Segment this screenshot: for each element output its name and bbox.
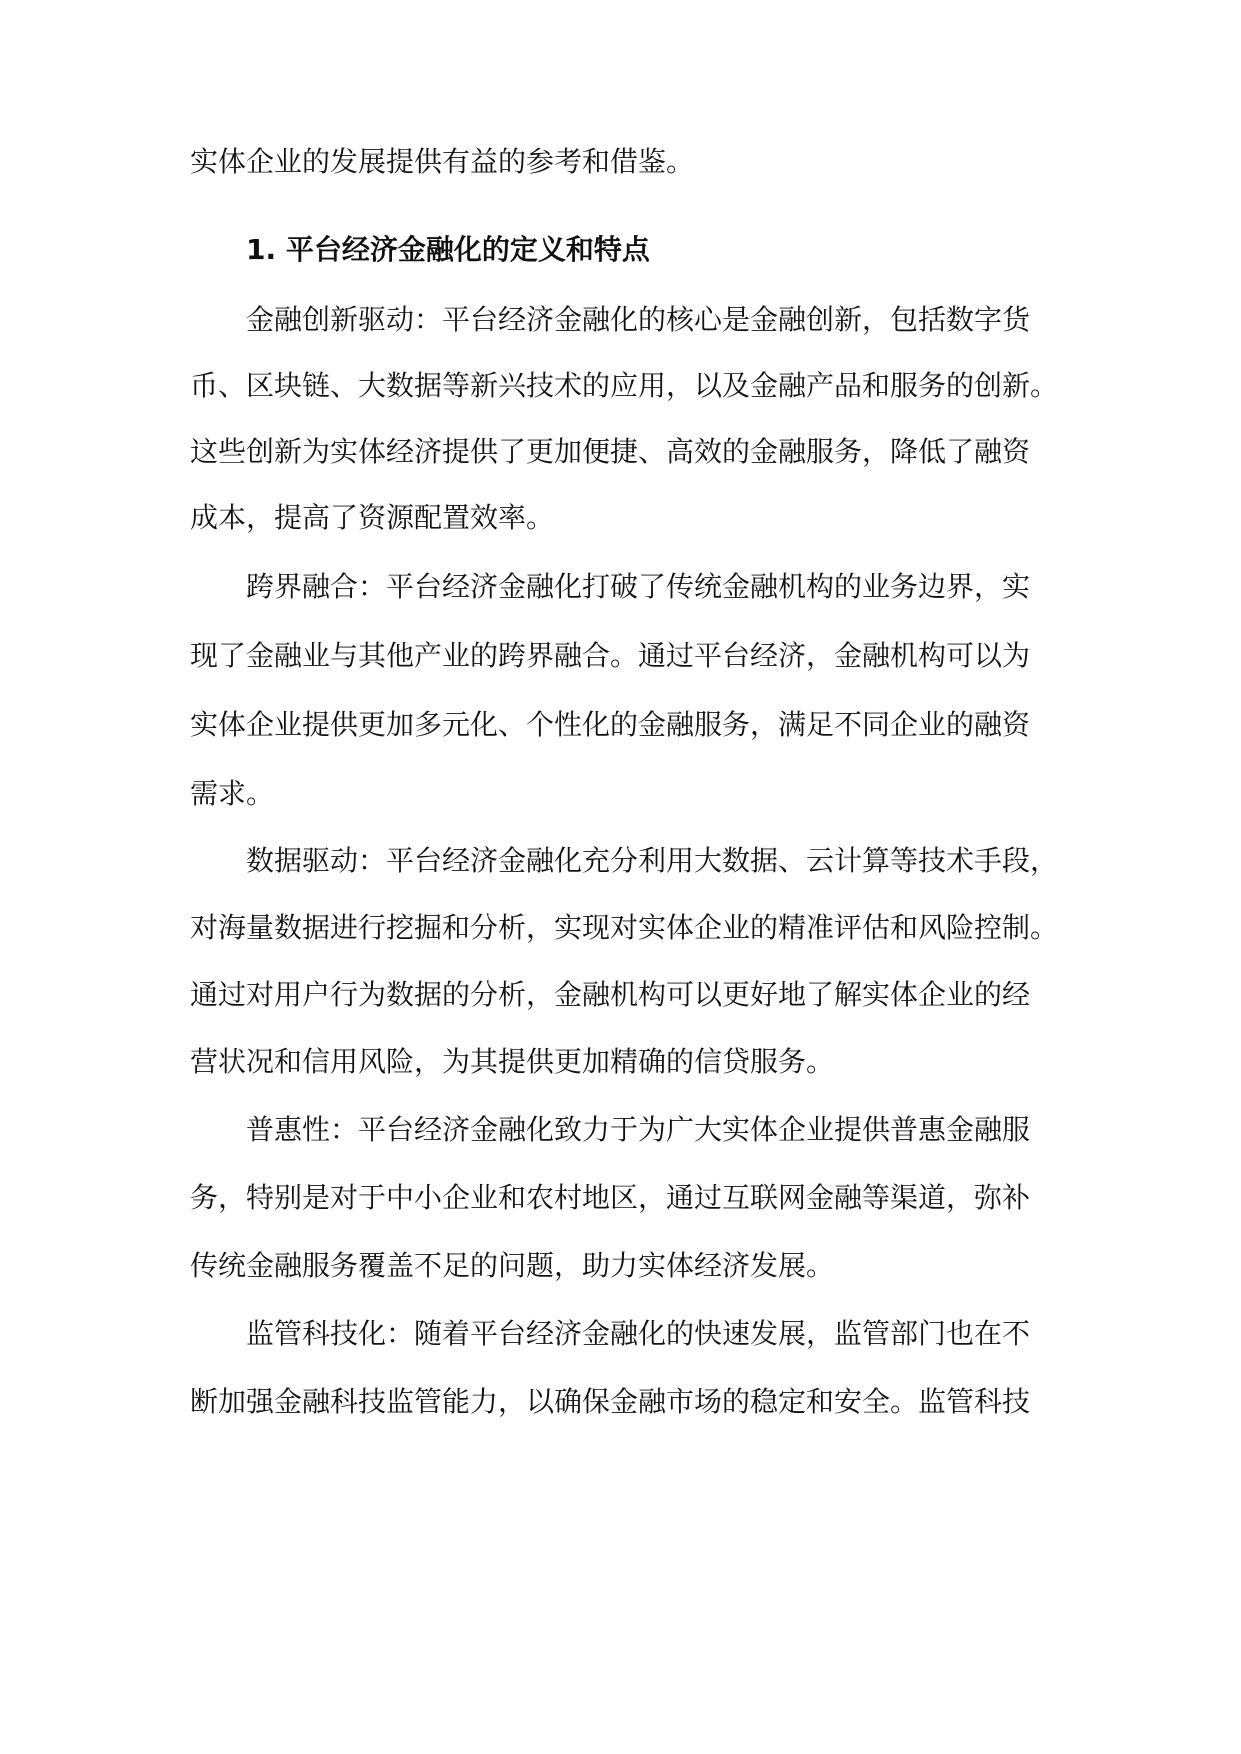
section-heading: 1. 平台经济金融化的定义和特点 xyxy=(246,233,650,266)
paragraph-data-driven-line-2: 对海量数据进行挖掘和分析，实现对实体企业的精准评估和风险控制。 xyxy=(190,911,1059,944)
paragraph-data-driven-line-4: 营状况和信用风险，为其提供更加精确的信贷服务。 xyxy=(190,1045,835,1078)
paragraph-financial-innovation-line-3: 这些创新为实体经济提供了更加便捷、高效的金融服务，降低了融资 xyxy=(190,435,1031,468)
paragraph-data-driven-line-3: 通过对用户行为数据的分析，金融机构可以更好地了解实体企业的经 xyxy=(190,978,1031,1011)
paragraph-cross-border-line-2: 现了金融业与其他产业的跨界融合。通过平台经济，金融机构可以为 xyxy=(190,639,1031,672)
paragraph-financial-innovation-line-1: 金融创新驱动：平台经济金融化的核心是金融创新，包括数字货 xyxy=(246,303,1031,336)
paragraph-inclusive-line-1: 普惠性：平台经济金融化致力于为广大实体企业提供普惠金融服 xyxy=(246,1113,1031,1146)
paragraph-data-driven-line-1: 数据驱动：平台经济金融化充分利用大数据、云计算等技术手段， xyxy=(246,844,1059,877)
paragraph-cross-border-line-3: 实体企业提供更加多元化、个性化的金融服务，满足不同企业的融资 xyxy=(190,708,1031,741)
paragraph-financial-innovation-line-4: 成本，提高了资源配置效率。 xyxy=(190,501,555,534)
paragraph-regtech-line-1: 监管科技化：随着平台经济金融化的快速发展，监管部门也在不 xyxy=(246,1317,1031,1350)
text-line-intro-end: 实体企业的发展提供有益的参考和借鉴。 xyxy=(190,145,695,178)
paragraph-financial-innovation-line-2: 币、区块链、大数据等新兴技术的应用，以及金融产品和服务的创新。 xyxy=(190,369,1059,402)
paragraph-regtech-line-2: 断加强金融科技监管能力，以确保金融市场的稳定和安全。监管科技 xyxy=(190,1385,1031,1418)
paragraph-cross-border-line-1: 跨界融合：平台经济金融化打破了传统金融机构的业务边界，实 xyxy=(246,570,1031,603)
paragraph-inclusive-line-3: 传统金融服务覆盖不足的问题，助力实体经济发展。 xyxy=(190,1249,835,1282)
paragraph-inclusive-line-2: 务，特别是对于中小企业和农村地区，通过互联网金融等渠道，弥补 xyxy=(190,1181,1031,1214)
paragraph-cross-border-line-4: 需求。 xyxy=(190,777,275,810)
